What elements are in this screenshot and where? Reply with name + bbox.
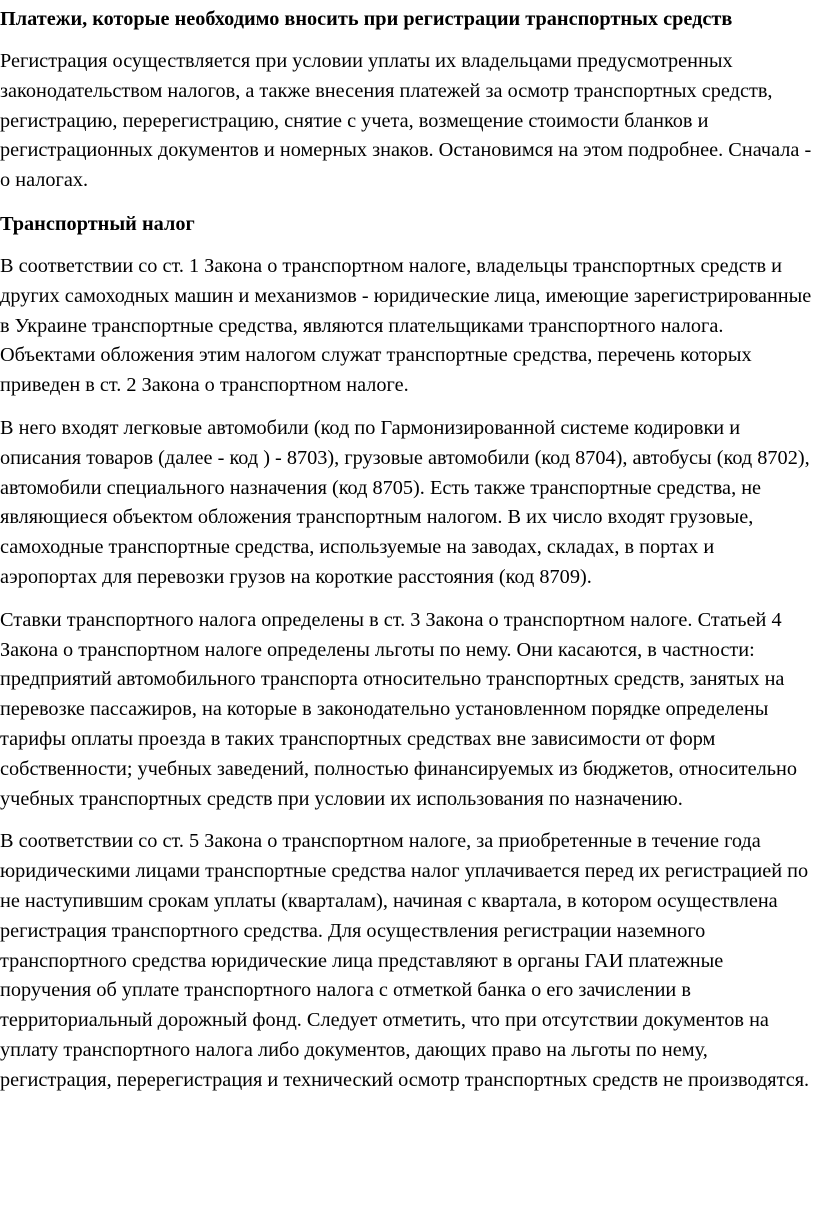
document-title: Платежи, которые необходимо вносить при регистрации транспортных средств (0, 8, 733, 30)
section-title: Транспортный налог (0, 212, 195, 235)
body-paragraph-1: В соответствии со ст. 1 Закона о транспортном налоге, владельцы транспортных средств и других самоходных машин и механизмов - юридические лица, имеющие зарегистрированные в Украине транспортные средства, являются плательщиками транспортного налога. Объектами обложения этим налогом служат транспортные средства, перечень которых приведен в ст. 2 Закона о транспортном налоге. (0, 254, 812, 397)
intro-paragraph: Регистрация осуществляется при условии уплаты их владельцами предусмотренных законодательством налогов, а также внесения платежей за осмотр транспортных средств, регистрацию, перерегистрацию, снятие с учета, возмещение стоимости бланков и регистрационных документов и номерных знаков. Остановимся на этом подробнее. Сначала - о налогах. (0, 50, 812, 192)
body-paragraph-2: В него входят легковые автомобили (код по Гармонизированной системе кодировки и описания товаров (далее - код ) - 8703), грузовые автомобили (код 8704), автобусы (код 8702), автомобили специального назначения (код 8705). Есть также транспортные средства, не являющиеся объектом обложения транспортным налогом. В их число входят грузовые, самоходные транспортные средства, используемые на заводах, складах, в портах и аэропортах для перевозки грузов на короткие расстояния (код 8709). (0, 416, 810, 588)
body-paragraph-3: Ставки транспортного налога определены в ст. 3 Закона о транспортном налоге. Статьей 4 Закона о транспортном налоге определены льготы по нему. Они касаются, в частности: предприятий автомобильного транспорта относительно транспортных средств, занятых на перевозке пассажиров, на которые в законодательно установленном порядке определены тарифы оплаты проезда в таких транспортных средствах вне зависимости от форм собственности; учебных заведений, полностью финансируемых из бюджетов, относительно учебных транспортных средств при условии их использования по назначению. (0, 608, 798, 810)
body-paragraph-4: В соответствии со ст. 5 Закона о транспортном налоге, за приобретенные в течение года юридическими лицами транспортные средства налог уплачивается перед их регистрацией по не наступившим срокам уплаты (кварталам), начиная с квартала, в котором осуществлена регистрация транспортного средства. Для осуществления регистрации наземного транспортного средства юридические лица представляют в органы ГАИ платежные поручения об уплате транспортного налога с отметкой банка о его зачислении в территориальный дорожный фонд. Следует отметить, что при отсутствии документов на уплату транспортного налога либо документов, дающих право на льготы по нему, регистрация, перерегистрация и технический осмотр транспортных средств не производятся. (0, 830, 810, 1091)
